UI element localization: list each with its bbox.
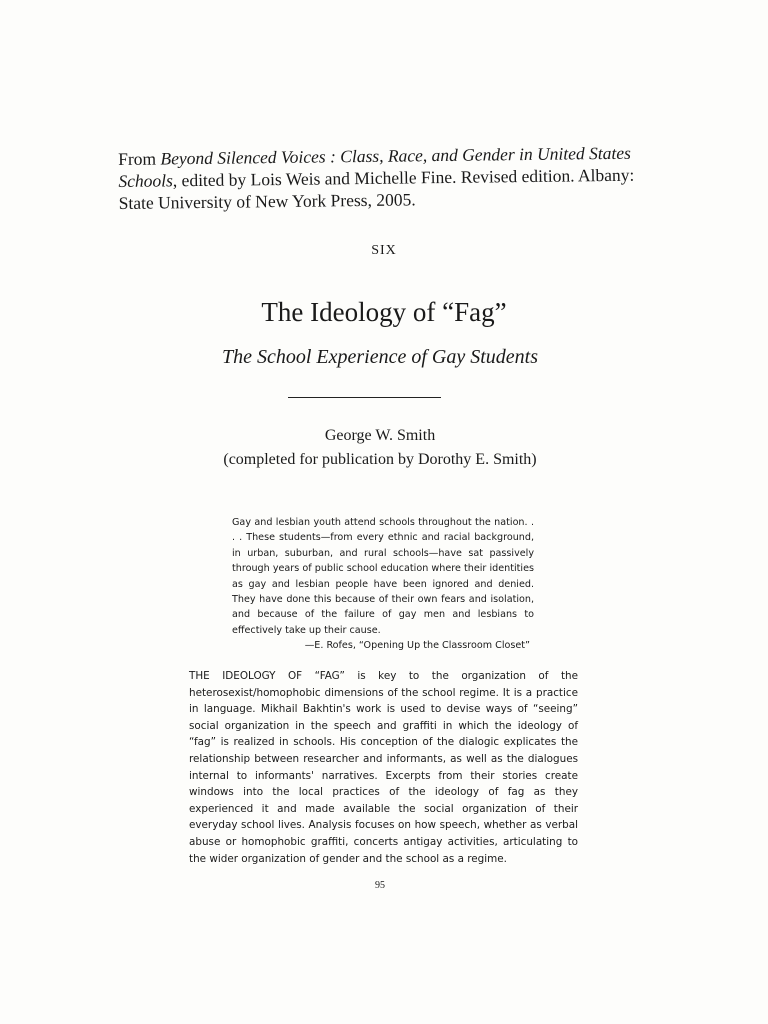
author-note: (completed for publication by Dorothy E. Smith): [223, 451, 537, 468]
title-divider: [288, 397, 441, 398]
page-number: 95: [375, 880, 385, 891]
epigraph-text: Gay and lesbian youth attend schools throughout the nation. . . . These students—from every ethnic and racial background, in urban, suburban, and rural schools—have sat passively through years of public school education where their identities as gay and lesbian people have been ignored and denied. They have done this because of their own fears and isolation, and because of the failure of gay men and lesbians to effectively take up their cause.: [232, 517, 534, 636]
abstract-text: THE IDEOLOGY OF “FAG” is key to the organization of the heterosexist/homophobic dimensions of the school regime. It is a practice in language. Mikhail Bakhtin's work is used to devise ways of “seeing” social organization in the speech and graffiti in which the ideology of “fag” is realized in schools. His conception of the dialogic explicates the relationship between researcher and informants, as well as the dialogues internal to informants' narratives. Excerpts from their stories create windows into the local practices of the ideology of fag as they experienced it and made available the social organization of their everyday school lives. Analysis focuses on how speech, whether as verbal abuse or homophobic graffiti, concerts antigay activities, articulating to the wider organization of gender and the school as a regime.: [189, 670, 578, 865]
epigraph-attribution: —E. Rofes, “Opening Up the Classroom Closet”: [304, 640, 530, 652]
citation-prefix: From: [118, 148, 161, 169]
author-name: George W. Smith: [324, 427, 436, 444]
citation-details: , edited by Lois Weis and Michelle Fine. Revised edition. Albany: State University of New York Press, 2005.: [118, 164, 635, 213]
abstract: [189, 668, 578, 867]
citation-book-title: Beyond Silenced Voices : Class, Race, and Gender in United States Schools: [118, 142, 631, 191]
chapter-number: SIX: [371, 243, 397, 258]
chapter-title: The Ideology of “Fag”: [261, 297, 507, 327]
chapter-subtitle: The School Experience of Gay Students: [221, 346, 539, 368]
epigraph: [232, 515, 534, 654]
source-citation: [118, 141, 659, 214]
